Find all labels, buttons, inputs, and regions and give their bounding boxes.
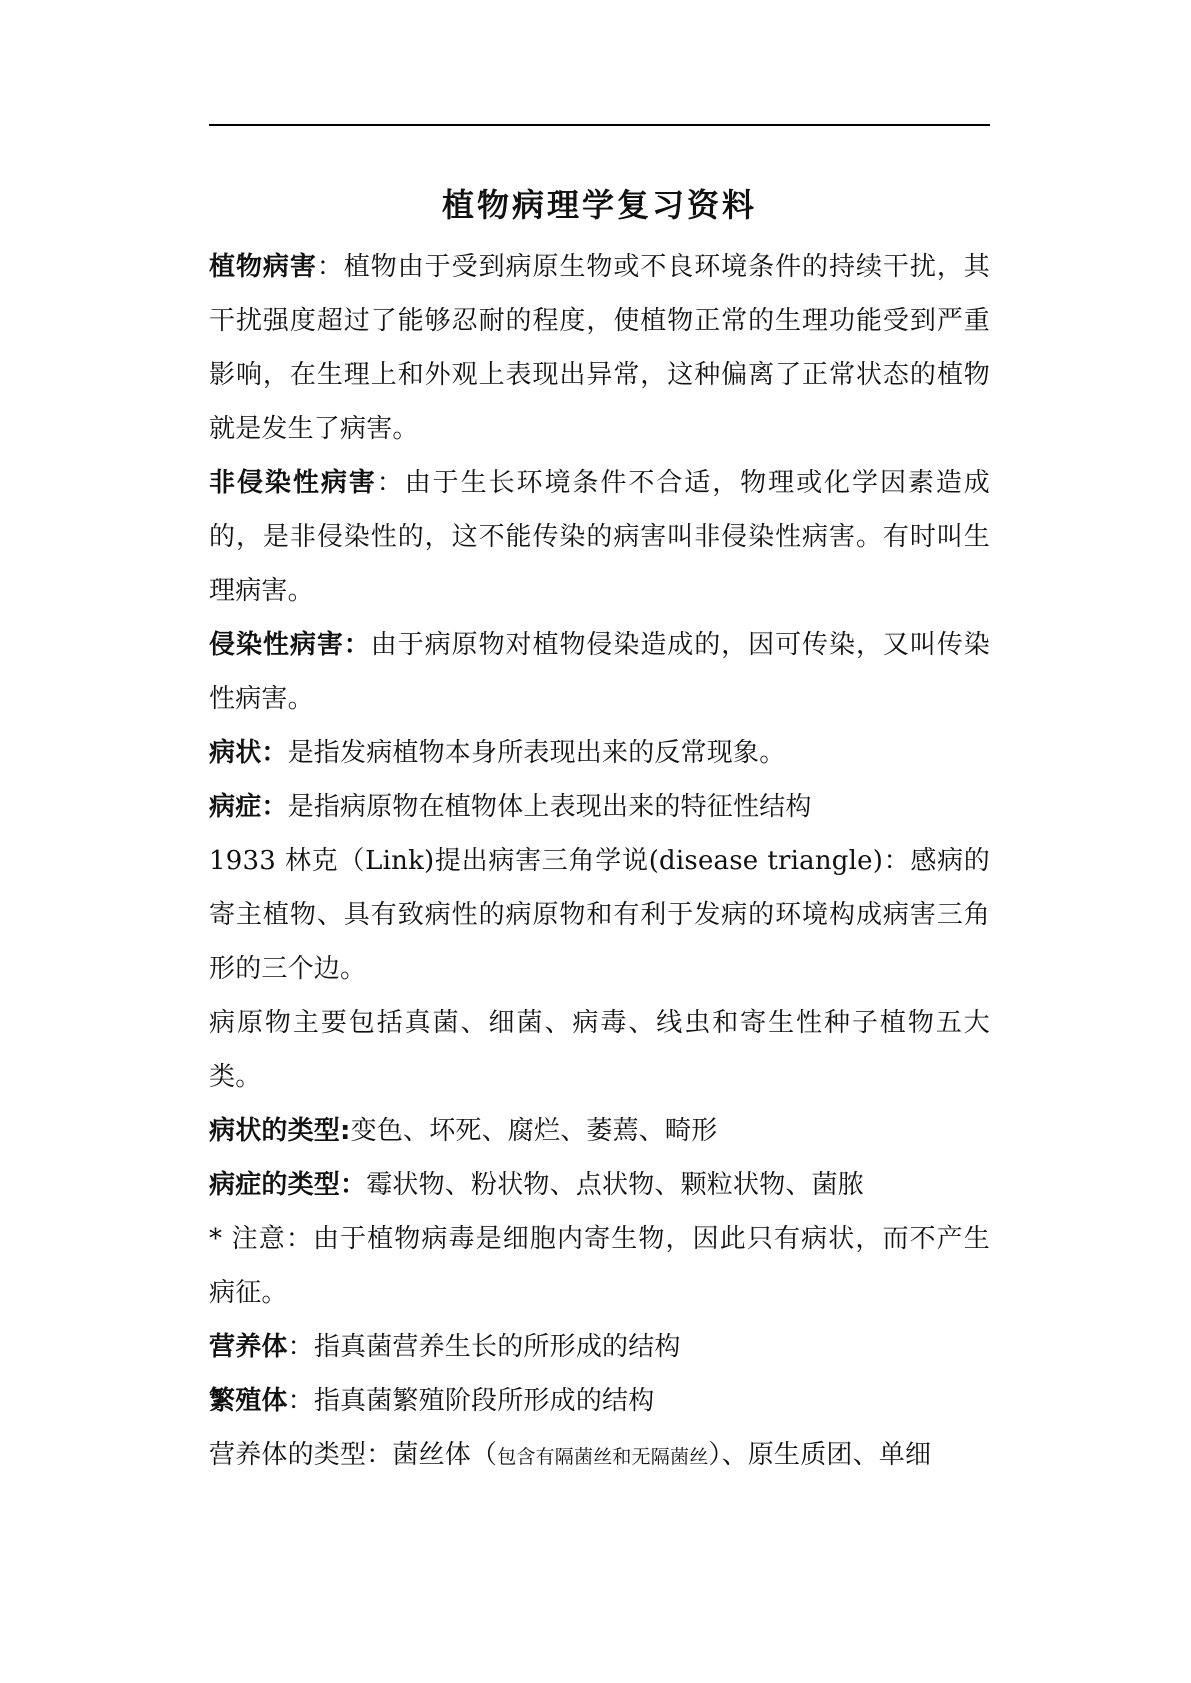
paragraph-text: 变色、坏死、腐烂、萎蔫、畸形 <box>350 1116 718 1146</box>
header-rule <box>209 124 990 126</box>
paragraph-text: 霉状物、粉状物、点状物、颗粒状物、菌脓 <box>366 1170 865 1200</box>
term-separator: ： <box>376 468 405 498</box>
paragraph-text: 营养体的类型：菌丝体（ <box>209 1440 498 1470</box>
paragraph-reproductive-body <box>209 1374 990 1428</box>
term-separator: ： <box>287 1332 314 1362</box>
paragraph-vegetative-types <box>209 1428 990 1484</box>
paragraph-text: * 注意：由于植物病毒是细胞内寄生物，因此只有病状，而不产生病征。 <box>209 1224 990 1308</box>
term-separator: ： <box>316 252 344 282</box>
term-label: 植物病害 <box>209 252 317 282</box>
page-title: 植物病理学复习资料 <box>441 186 757 224</box>
paragraph-text: 是指病原物在植物体上表现出来的特征性结构 <box>287 792 812 822</box>
term-label: 营养体 <box>209 1332 288 1362</box>
paragraph-pathogen-types <box>209 996 990 1104</box>
paragraph-text: 指真菌营养生长的所形成的结构 <box>313 1332 681 1362</box>
paragraph-virus-note <box>209 1212 990 1320</box>
paragraph-non-infectious-disease <box>209 456 990 618</box>
paragraph-symptom <box>209 726 990 780</box>
term-separator: ： <box>287 1386 314 1416</box>
paragraph-sign-types <box>209 1158 990 1212</box>
term-label: 病状的类型: <box>209 1116 351 1146</box>
paragraph-sign <box>209 780 990 834</box>
paragraph-symptom-types <box>209 1104 990 1158</box>
term-label: 病状： <box>209 738 288 768</box>
paragraph-plant-disease <box>209 240 990 456</box>
term-label: 繁殖体 <box>209 1386 288 1416</box>
paragraph-text: 由于病原物对植物侵染造成的，因可传染，又叫传染性病害。 <box>209 630 990 714</box>
paragraph-text: 1933 林克（Link)提出病害三角学说(disease triangle)：感病的寄主植物、具有致病性的病原物和有利于发病的环境构成病害三角形的三个边。 <box>209 846 990 984</box>
inline-note: 包含有隔菌丝和无隔菌丝 <box>497 1446 709 1468</box>
term-label: 侵染性病害： <box>209 630 371 660</box>
document-body <box>209 240 990 1484</box>
paragraph-text: 病原物主要包括真菌、细菌、病毒、线虫和寄生性种子植物五大类。 <box>209 1008 990 1092</box>
paragraph-text: 是指发病植物本身所表现出来的反常现象。 <box>287 738 786 768</box>
term-label: 病症的类型： <box>209 1170 367 1200</box>
paragraph-text-continued: ）、原生质团、单细 <box>708 1440 932 1470</box>
paragraph-vegetative-body <box>209 1320 990 1374</box>
paragraph-infectious-disease <box>209 618 990 726</box>
term-label: 病症： <box>209 792 288 822</box>
paragraph-text: 指真菌繁殖阶段所形成的结构 <box>313 1386 655 1416</box>
paragraph-text: 植物由于受到病原生物或不良环境条件的持续干扰，其干扰强度超过了能够忍耐的程度，使植物正常的生理功能受到严重影响，在生理上和外观上表现出异常，这种偏离了正常状态的植物就是发生了病害。 <box>209 252 990 444</box>
paragraph-disease-triangle <box>209 834 990 996</box>
term-label: 非侵染性病害 <box>209 468 377 498</box>
paragraph-text: 由于生长环境条件不合适，物理或化学因素造成的，是非侵染性的，这不能传染的病害叫非侵染性病害。有时叫生理病害。 <box>209 468 991 606</box>
